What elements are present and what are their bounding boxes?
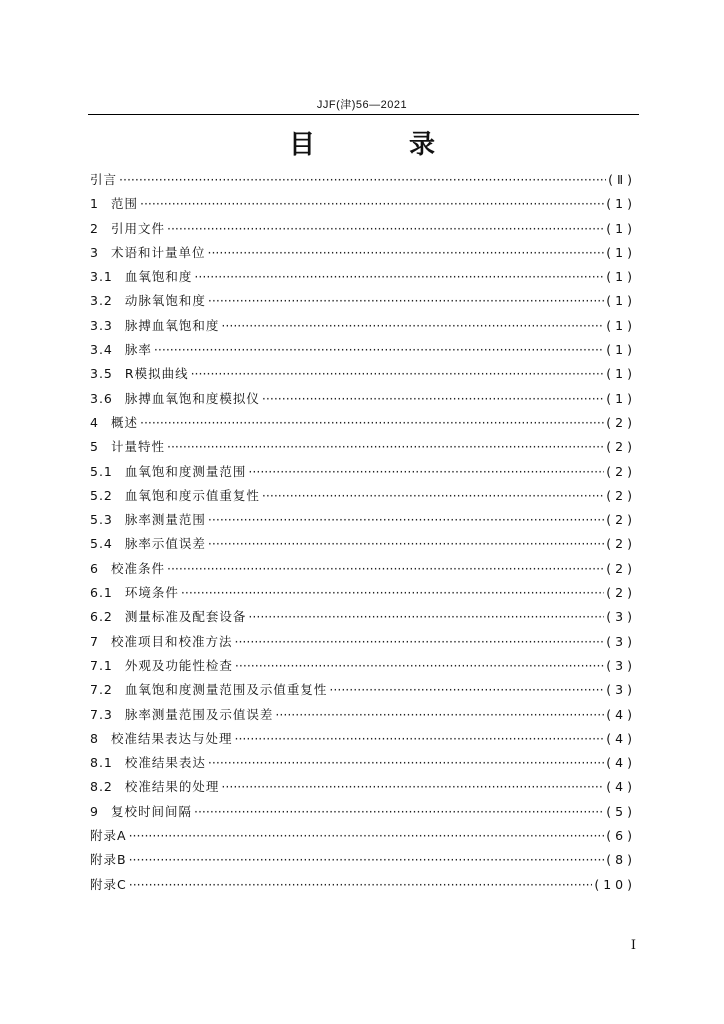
toc-entry [90,583,636,607]
toc-entry-number: 3.3 [90,317,113,333]
toc-entry-number: 7.1 [90,657,113,673]
header-rule [88,114,639,115]
toc-entry-page: (5) [606,803,636,819]
toc-entry-title: 外观及功能性检查 [124,657,233,673]
toc-entry [90,875,636,899]
toc-entry-title: 血氧饱和度示值重复性 [124,487,260,503]
toc-leader-dots [235,658,604,673]
toc-entry-page: (1) [606,317,636,333]
toc-entry-title: 脉率测量范围 [124,512,206,528]
toc-entry-number: 6.2 [90,609,113,625]
toc-entry-title: 动脉氧饱和度 [124,293,206,309]
toc-entry-number: 3 [90,244,99,260]
toc-entry-page: (2) [606,414,636,430]
toc-entry-page: (2) [606,585,636,601]
toc-entry-page: (2) [606,560,636,576]
toc-entry-title: 校准结果表达 [124,755,206,771]
toc-entry [90,291,636,315]
toc-entry [90,632,636,656]
toc-leader-dots [208,536,604,551]
toc-entry-number: 8 [90,730,99,746]
toc-entry-page: (4) [606,779,636,795]
toc-entry-number: 6.1 [90,585,113,601]
toc-entry-title: 范围 [110,196,138,212]
toc-entry-title: R模拟曲线 [124,366,189,382]
toc-entry-title: 校准条件 [110,560,165,576]
toc-leader-dots [221,318,604,333]
toc-entry [90,850,636,874]
toc-leader-dots [181,585,604,600]
toc-entry-page: (3) [606,682,636,698]
toc-entry-number: 6 [90,560,99,576]
toc-leader-dots [194,804,604,819]
toc-entry-page: (Ⅱ) [608,172,636,187]
toc-entry-title: 校准结果表达与处理 [110,730,233,746]
toc-entry-number: 3.5 [90,366,113,382]
toc-entry-number: 5.4 [90,536,113,552]
toc-leader-dots [129,828,605,843]
toc-leader-dots [119,172,606,187]
toc-leader-dots [248,464,604,479]
toc-leader-dots [167,561,604,576]
toc-entry [90,389,636,413]
toc-entry-page: (2) [606,439,636,455]
toc-entry [90,826,636,850]
document-code-header: JJF(津)56—2021 [316,99,408,111]
toc-entry-page: (1) [606,196,636,212]
toc-entry-title: 脉率示值误差 [124,536,206,552]
toc-leader-dots [262,391,604,406]
toc-entry-title: 附录B [90,852,127,868]
toc-leader-dots [167,221,604,236]
toc-entry [90,729,636,753]
toc-entry-page: (10) [594,876,636,892]
toc-entry-page: (2) [606,463,636,479]
toc-entry-page: (1) [606,293,636,309]
toc-leader-dots [275,707,604,722]
toc-entry [90,510,636,534]
toc-entry [90,486,636,510]
toc-entry-number: 7.2 [90,682,113,698]
toc-entry-number: 3.1 [90,269,113,285]
toc-entry-title: 血氧饱和度测量范围及示值重复性 [124,682,328,698]
toc-leader-dots [208,293,604,308]
page-title: 目 录 [288,130,469,160]
toc-leader-dots [129,877,593,892]
toc-leader-dots [208,512,604,527]
toc-entry-number: 9 [90,803,99,819]
toc-entry-number: 7.3 [90,706,113,722]
toc-entry-page: (1) [606,269,636,285]
toc-entry-page: (1) [606,244,636,260]
toc-leader-dots [208,755,604,770]
toc-leader-dots [248,609,604,624]
toc-entry-page: (2) [606,536,636,552]
toc-entry [90,607,636,631]
toc-entry [90,802,636,826]
toc-entry [90,680,636,704]
toc-entry [90,559,636,583]
toc-entry-title: 测量标准及配套设备 [124,609,247,625]
toc-leader-dots [140,415,604,430]
toc-entry-number: 7 [90,633,99,649]
toc-entry [90,705,636,729]
toc-entry-title: 复校时间间隔 [110,803,192,819]
toc-entry-title: 计量特性 [110,439,165,455]
toc-entry-number: 3.6 [90,390,113,406]
toc-entry [90,243,636,267]
toc-entry-title: 引用文件 [110,220,165,236]
toc-leader-dots [329,682,604,697]
toc-entry-number: 8.1 [90,755,113,771]
toc-entry-number: 5 [90,439,99,455]
toc-leader-dots [262,488,604,503]
page-number: Ⅰ [630,938,636,953]
toc-entry-title: 附录C [90,876,127,892]
toc-entry-title: 附录A [90,828,127,844]
toc-entry-page: (4) [606,730,636,746]
toc-entry-title: 脉率 [124,342,152,358]
toc-entry [90,316,636,340]
toc-entry [90,364,636,388]
toc-entry-page: (2) [606,512,636,528]
toc-entry [90,462,636,486]
toc-entry-number: 4 [90,414,99,430]
toc-entry-title: 校准项目和校准方法 [110,633,233,649]
toc-entry-title: 脉搏血氧饱和度 [124,317,220,333]
toc-entry [90,753,636,777]
toc-leader-dots [234,731,604,746]
toc-leader-dots [207,245,604,260]
toc-entry-number: 3.2 [90,293,113,309]
toc-entry [90,170,636,194]
toc-entry-number: 1 [90,196,99,212]
toc-leader-dots [234,634,604,649]
toc-leader-dots [129,852,605,867]
toc-entry-page: (1) [606,342,636,358]
toc-leader-dots [140,196,604,211]
toc-entry-page: (6) [606,828,636,844]
toc-entry [90,777,636,801]
toc-entry-title: 术语和计量单位 [110,244,206,260]
toc-leader-dots [194,269,604,284]
toc-entry-title: 血氧饱和度测量范围 [124,463,247,479]
toc-entry-page: (8) [606,852,636,868]
toc-entry-title: 脉搏血氧饱和度模拟仪 [124,390,260,406]
toc-entry-title: 血氧饱和度 [124,269,193,285]
toc-leader-dots [221,779,604,794]
toc-entry-title: 校准结果的处理 [124,779,220,795]
toc-entry-title: 环境条件 [124,585,179,601]
toc-entry-title: 概述 [110,414,138,430]
toc-entry-page: (1) [606,366,636,382]
toc-entry-number: 5.3 [90,512,113,528]
toc-entry [90,413,636,437]
toc-leader-dots [191,366,605,381]
toc-entry-page: (3) [606,609,636,625]
toc-entry-page: (1) [606,220,636,236]
toc-leader-dots [154,342,604,357]
toc-entry [90,534,636,558]
toc-entry-number: 8.2 [90,779,113,795]
toc-entry [90,437,636,461]
toc-entry [90,194,636,218]
toc-entry-page: (4) [606,755,636,771]
toc-entry [90,267,636,291]
toc-entry-page: (3) [606,657,636,673]
toc-entry [90,340,636,364]
toc-entry [90,656,636,680]
toc-entry-number: 3.4 [90,342,113,358]
toc-entry-page: (2) [606,487,636,503]
toc-entry-number: 2 [90,220,99,236]
toc-entry-page: (1) [606,390,636,406]
toc-entry-title: 脉率测量范围及示值误差 [124,706,274,722]
toc-entry-number: 5.1 [90,463,113,479]
toc-entry-title: 引言 [90,172,118,187]
toc-entry-page: (3) [606,633,636,649]
toc-entry [90,219,636,243]
toc-entry-number: 5.2 [90,487,113,503]
toc-entry-page: (4) [606,706,636,722]
table-of-contents [90,170,636,899]
toc-leader-dots [167,439,604,454]
